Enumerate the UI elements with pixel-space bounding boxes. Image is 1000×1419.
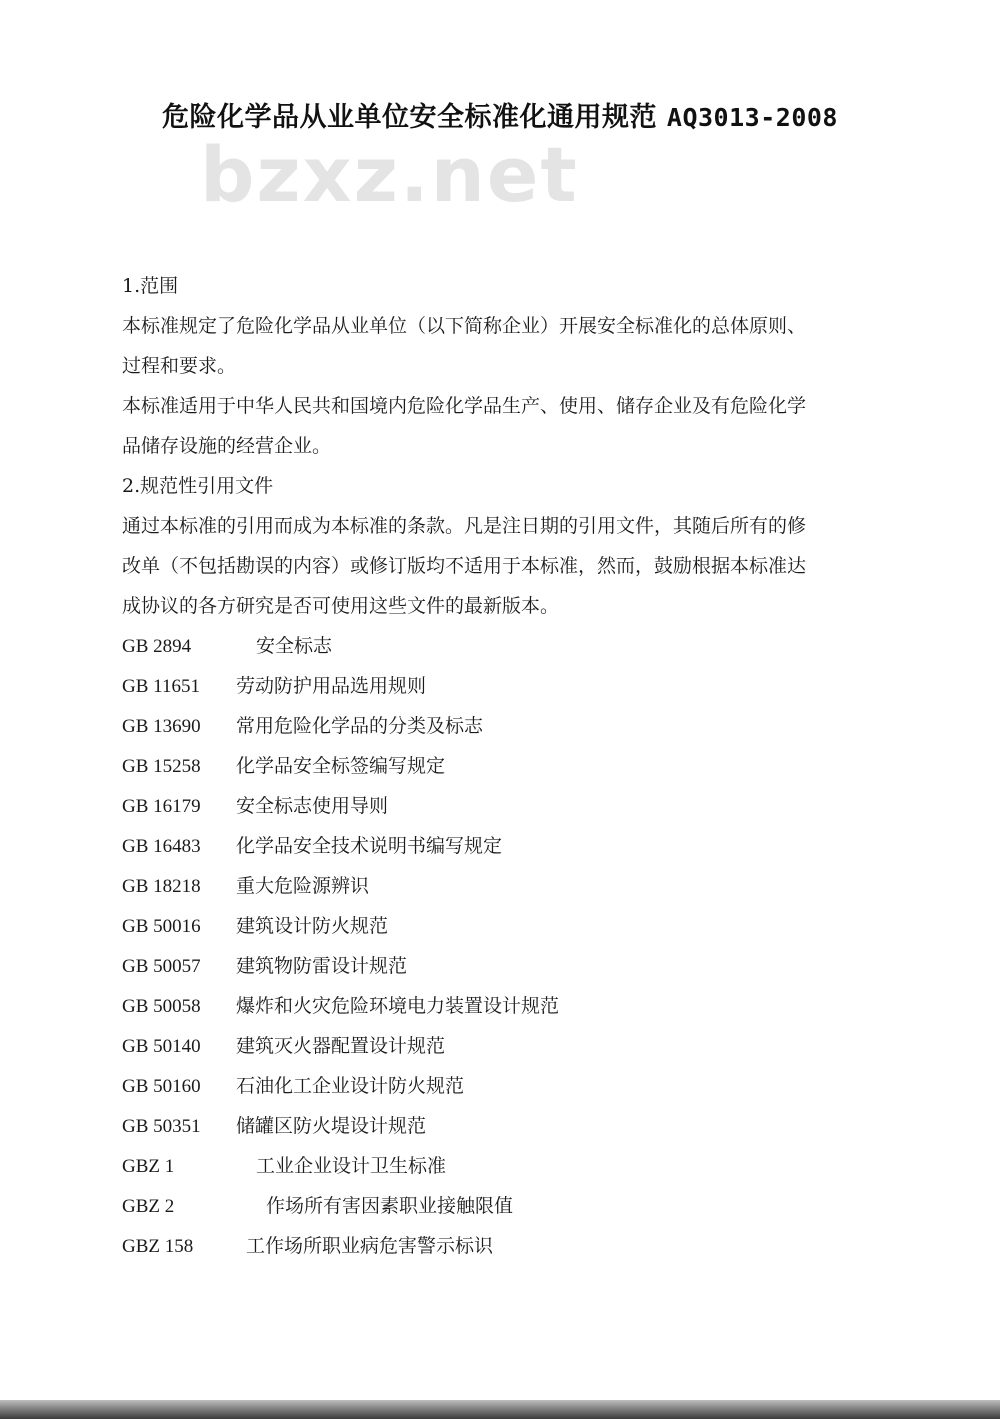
reference-item [122, 946, 882, 986]
standard-code: AQ3013-2008 [666, 103, 838, 132]
reference-item [122, 866, 882, 906]
reference-title: 安全标志 [256, 635, 333, 657]
reference-item [122, 706, 882, 746]
reference-code: GB 16483 [122, 836, 201, 857]
references-paragraph-line-1: 通过本标准的引用而成为本标准的条款。凡是注日期的引用文件，其随后所有的修 [122, 515, 807, 537]
reference-item [122, 826, 882, 866]
reference-item [122, 986, 882, 1026]
reference-code: GB 2894 [122, 636, 192, 657]
reference-title: 爆炸和火灾危险环境电力装置设计规范 [236, 995, 560, 1017]
reference-code: GB 50016 [122, 916, 201, 937]
watermark: bzxz.net [200, 130, 579, 219]
reference-item [122, 1066, 882, 1106]
reference-item [122, 1026, 882, 1066]
reference-code: GB 13690 [122, 716, 201, 737]
reference-code: GB 50058 [122, 996, 201, 1017]
scope-paragraph-2-line-2: 品储存设施的经营企业。 [122, 435, 332, 457]
reference-title: 建筑物防雷设计规范 [236, 955, 408, 977]
reference-title: 重大危险源辨识 [236, 875, 370, 897]
reference-code: GB 50140 [122, 1036, 201, 1057]
section-heading-scope: 1.范围 [122, 275, 179, 297]
reference-title: 化学品安全技术说明书编写规定 [236, 835, 503, 857]
reference-item [122, 666, 882, 706]
reference-item [122, 1146, 882, 1186]
references-paragraph-line-2: 改单（不包括勘误的内容）或修订版均不适用于本标准，然而，鼓励根据本标准达 [122, 555, 807, 577]
title-text: 危险化学品从业单位安全标准化通用规范 [162, 102, 657, 133]
reference-list [122, 626, 882, 1266]
reference-code: GB 50160 [122, 1076, 201, 1097]
scope-paragraph-1-line-1: 本标准规定了危险化学品从业单位（以下简称企业）开展安全标准化的总体原则、 [122, 315, 807, 337]
reference-code: GB 50351 [122, 1116, 201, 1137]
reference-code: GB 15258 [122, 756, 201, 777]
reference-item [122, 786, 882, 826]
reference-title: 安全标志使用导则 [236, 795, 389, 817]
reference-title: 作场所有害因素职业接触限值 [266, 1195, 514, 1217]
reference-title: 储罐区防火堤设计规范 [236, 1115, 427, 1137]
reference-item [122, 1106, 882, 1146]
reference-title: 工作场所职业病危害警示标识 [246, 1235, 494, 1257]
viewer-bottom-bar [0, 1400, 1000, 1419]
reference-code: GB 50057 [122, 956, 201, 977]
reference-title: 劳动防护用品选用规则 [236, 675, 427, 697]
scope-paragraph-2-line-1: 本标准适用于中华人民共和国境内危险化学品生产、使用、储存企业及有危险化学 [122, 395, 807, 417]
reference-code: GB 11651 [122, 676, 200, 697]
reference-code: GB 18218 [122, 876, 201, 897]
reference-title: 石油化工企业设计防火规范 [236, 1075, 465, 1097]
references-paragraph-line-3: 成协议的各方研究是否可使用这些文件的最新版本。 [122, 595, 560, 617]
reference-title: 常用危险化学品的分类及标志 [236, 715, 484, 737]
reference-item [122, 1186, 882, 1226]
reference-item [122, 1226, 882, 1266]
reference-title: 建筑设计防火规范 [236, 915, 389, 937]
reference-item [122, 746, 882, 786]
reference-item [122, 906, 882, 946]
scope-paragraph-1-line-2: 过程和要求。 [122, 355, 237, 377]
document-body [122, 266, 882, 1266]
reference-code: GBZ 158 [122, 1236, 194, 1257]
reference-title: 工业企业设计卫生标准 [256, 1155, 447, 1177]
reference-title: 化学品安全标签编写规定 [236, 755, 446, 777]
reference-code: GB 16179 [122, 796, 201, 817]
reference-code: GBZ 1 [122, 1156, 175, 1177]
reference-item [122, 626, 882, 666]
reference-code: GBZ 2 [122, 1196, 175, 1217]
section-heading-normative-references: 2.规范性引用文件 [122, 475, 274, 497]
reference-title: 建筑灭火器配置设计规范 [236, 1035, 446, 1057]
